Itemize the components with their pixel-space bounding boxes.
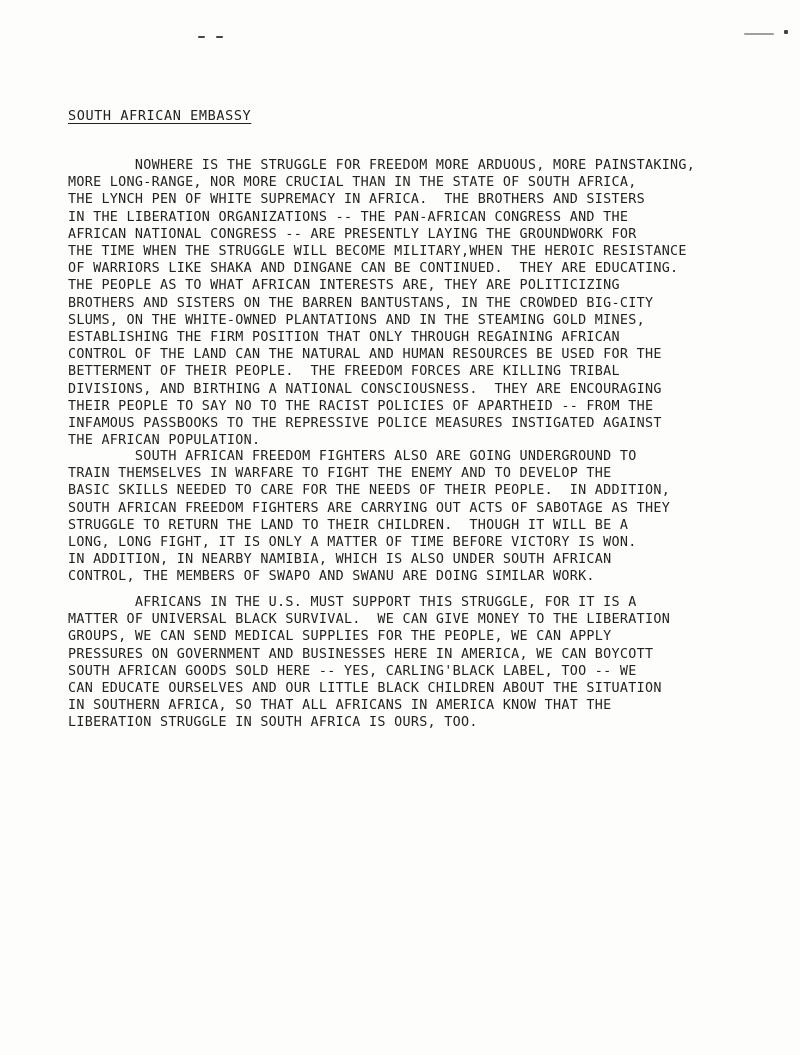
text-line: CONTROL, THE MEMBERS OF SWAPO AND SWANU ARE DOING SIMILAR WORK. bbox=[68, 569, 595, 585]
document-title: SOUTH AFRICAN EMBASSY bbox=[68, 108, 252, 124]
text-line: THE AFRICAN POPULATION. bbox=[68, 433, 261, 449]
text-line: NOWHERE IS THE STRUGGLE FOR FREEDOM MORE ARDUOUS, MORE PAINSTAKING, bbox=[68, 158, 696, 173]
text-line: DIVISIONS, AND BIRTHING A NATIONAL CONSCIOUSNESS. THEY ARE ENCOURAGING bbox=[68, 381, 662, 397]
text-line: BROTHERS AND SISTERS ON THE BARREN BANTUSTANS, IN THE CROWDED BIG-CITY bbox=[68, 295, 654, 311]
scan-speck bbox=[784, 30, 788, 34]
text-line: THE TIME WHEN THE STRUGGLE WILL BECOME MILITARY,WHEN THE HEROIC RESISTANCE bbox=[68, 244, 687, 260]
text-line: MATTER OF UNIVERSAL BLACK SURVIVAL. WE CAN GIVE MONEY TO THE LIBERATION bbox=[68, 612, 671, 628]
text-line: THE LYNCH PEN OF WHITE SUPREMACY IN AFRICA. THE BROTHERS AND SISTERS bbox=[68, 192, 645, 208]
text-line: CONTROL OF THE LAND CAN THE NATURAL AND HUMAN RESOURCES BE USED FOR THE bbox=[68, 347, 662, 363]
text-line: ESTABLISHING THE FIRM POSITION THAT ONLY THROUGH REGAINING AFRICAN bbox=[68, 330, 620, 346]
text-line: PRESSURES ON GOVERNMENT AND BUSINESSES HERE IN AMERICA, WE CAN BOYCOTT bbox=[68, 646, 654, 662]
text-line: LONG, LONG FIGHT, IT IS ONLY A MATTER OF TIME BEFORE VICTORY IS WON. bbox=[68, 535, 637, 551]
text-line: SOUTH AFRICAN FREEDOM FIGHTERS ARE CARRYING OUT ACTS OF SABOTAGE AS THEY bbox=[68, 500, 671, 516]
text-line: STRUGGLE TO RETURN THE LAND TO THEIR CHILDREN. THOUGH IT WILL BE A bbox=[68, 517, 629, 533]
text-line: IN THE LIBERATION ORGANIZATIONS -- THE PAN-AFRICAN CONGRESS AND THE bbox=[68, 209, 629, 225]
text-line: IN SOUTHERN AFRICA, SO THAT ALL AFRICANS IN AMERICA KNOW THAT THE bbox=[68, 698, 612, 714]
text-line: THEIR PEOPLE TO SAY NO TO THE RACIST POLICIES OF APARTHEID -- FROM THE bbox=[68, 398, 654, 414]
text-line: OF WARRIORS LIKE SHAKA AND DINGANE CAN BE CONTINUED. THEY ARE EDUCATING. bbox=[68, 261, 679, 277]
text-line: TRAIN THEMSELVES IN WARFARE TO FIGHT THE ENEMY AND TO DEVELOP THE bbox=[68, 466, 612, 482]
text-line: THE PEOPLE AS TO WHAT AFRICAN INTERESTS ARE, THEY ARE POLITICIZING bbox=[68, 278, 620, 294]
paragraph-1 bbox=[68, 157, 780, 449]
scan-speck bbox=[198, 36, 205, 38]
text-line: IN ADDITION, IN NEARBY NAMIBIA, WHICH IS ALSO UNDER SOUTH AFRICAN bbox=[68, 552, 612, 568]
text-line: GROUPS, WE CAN SEND MEDICAL SUPPLIES FOR THE PEOPLE, WE CAN APPLY bbox=[68, 629, 612, 645]
text-line: SOUTH AFRICAN FREEDOM FIGHTERS ALSO ARE GOING UNDERGROUND TO bbox=[68, 449, 637, 464]
text-line: BASIC SKILLS NEEDED TO CARE FOR THE NEEDS OF THEIR PEOPLE. IN ADDITION, bbox=[68, 483, 671, 499]
text-line: SLUMS, ON THE WHITE-OWNED PLANTATIONS AND IN THE STEAMING GOLD MINES, bbox=[68, 312, 645, 328]
scan-speck bbox=[744, 33, 774, 35]
text-line: BETTERMENT OF THEIR PEOPLE. THE FREEDOM FORCES ARE KILLING TRIBAL bbox=[68, 364, 620, 380]
text-line: SOUTH AFRICAN GOODS SOLD HERE -- YES, CARLING'BLACK LABEL, TOO -- WE bbox=[68, 663, 637, 679]
text-line: INFAMOUS PASSBOOKS TO THE REPRESSIVE POLICE MEASURES INSTIGATED AGAINST bbox=[68, 416, 662, 432]
paragraph-3 bbox=[68, 594, 780, 732]
text-line: CAN EDUCATE OURSELVES AND OUR LITTLE BLACK CHILDREN ABOUT THE SITUATION bbox=[68, 681, 662, 697]
text-line: MORE LONG-RANGE, NOR MORE CRUCIAL THAN IN THE STATE OF SOUTH AFRICA, bbox=[68, 175, 637, 191]
text-line: LIBERATION STRUGGLE IN SOUTH AFRICA IS OURS, TOO. bbox=[68, 715, 478, 731]
paragraph-2 bbox=[68, 448, 780, 586]
scan-speck bbox=[216, 36, 223, 38]
text-line: AFRICANS IN THE U.S. MUST SUPPORT THIS STRUGGLE, FOR IT IS A bbox=[68, 595, 637, 610]
text-line: AFRICAN NATIONAL CONGRESS -- ARE PRESENTLY LAYING THE GROUNDWORK FOR bbox=[68, 226, 637, 242]
